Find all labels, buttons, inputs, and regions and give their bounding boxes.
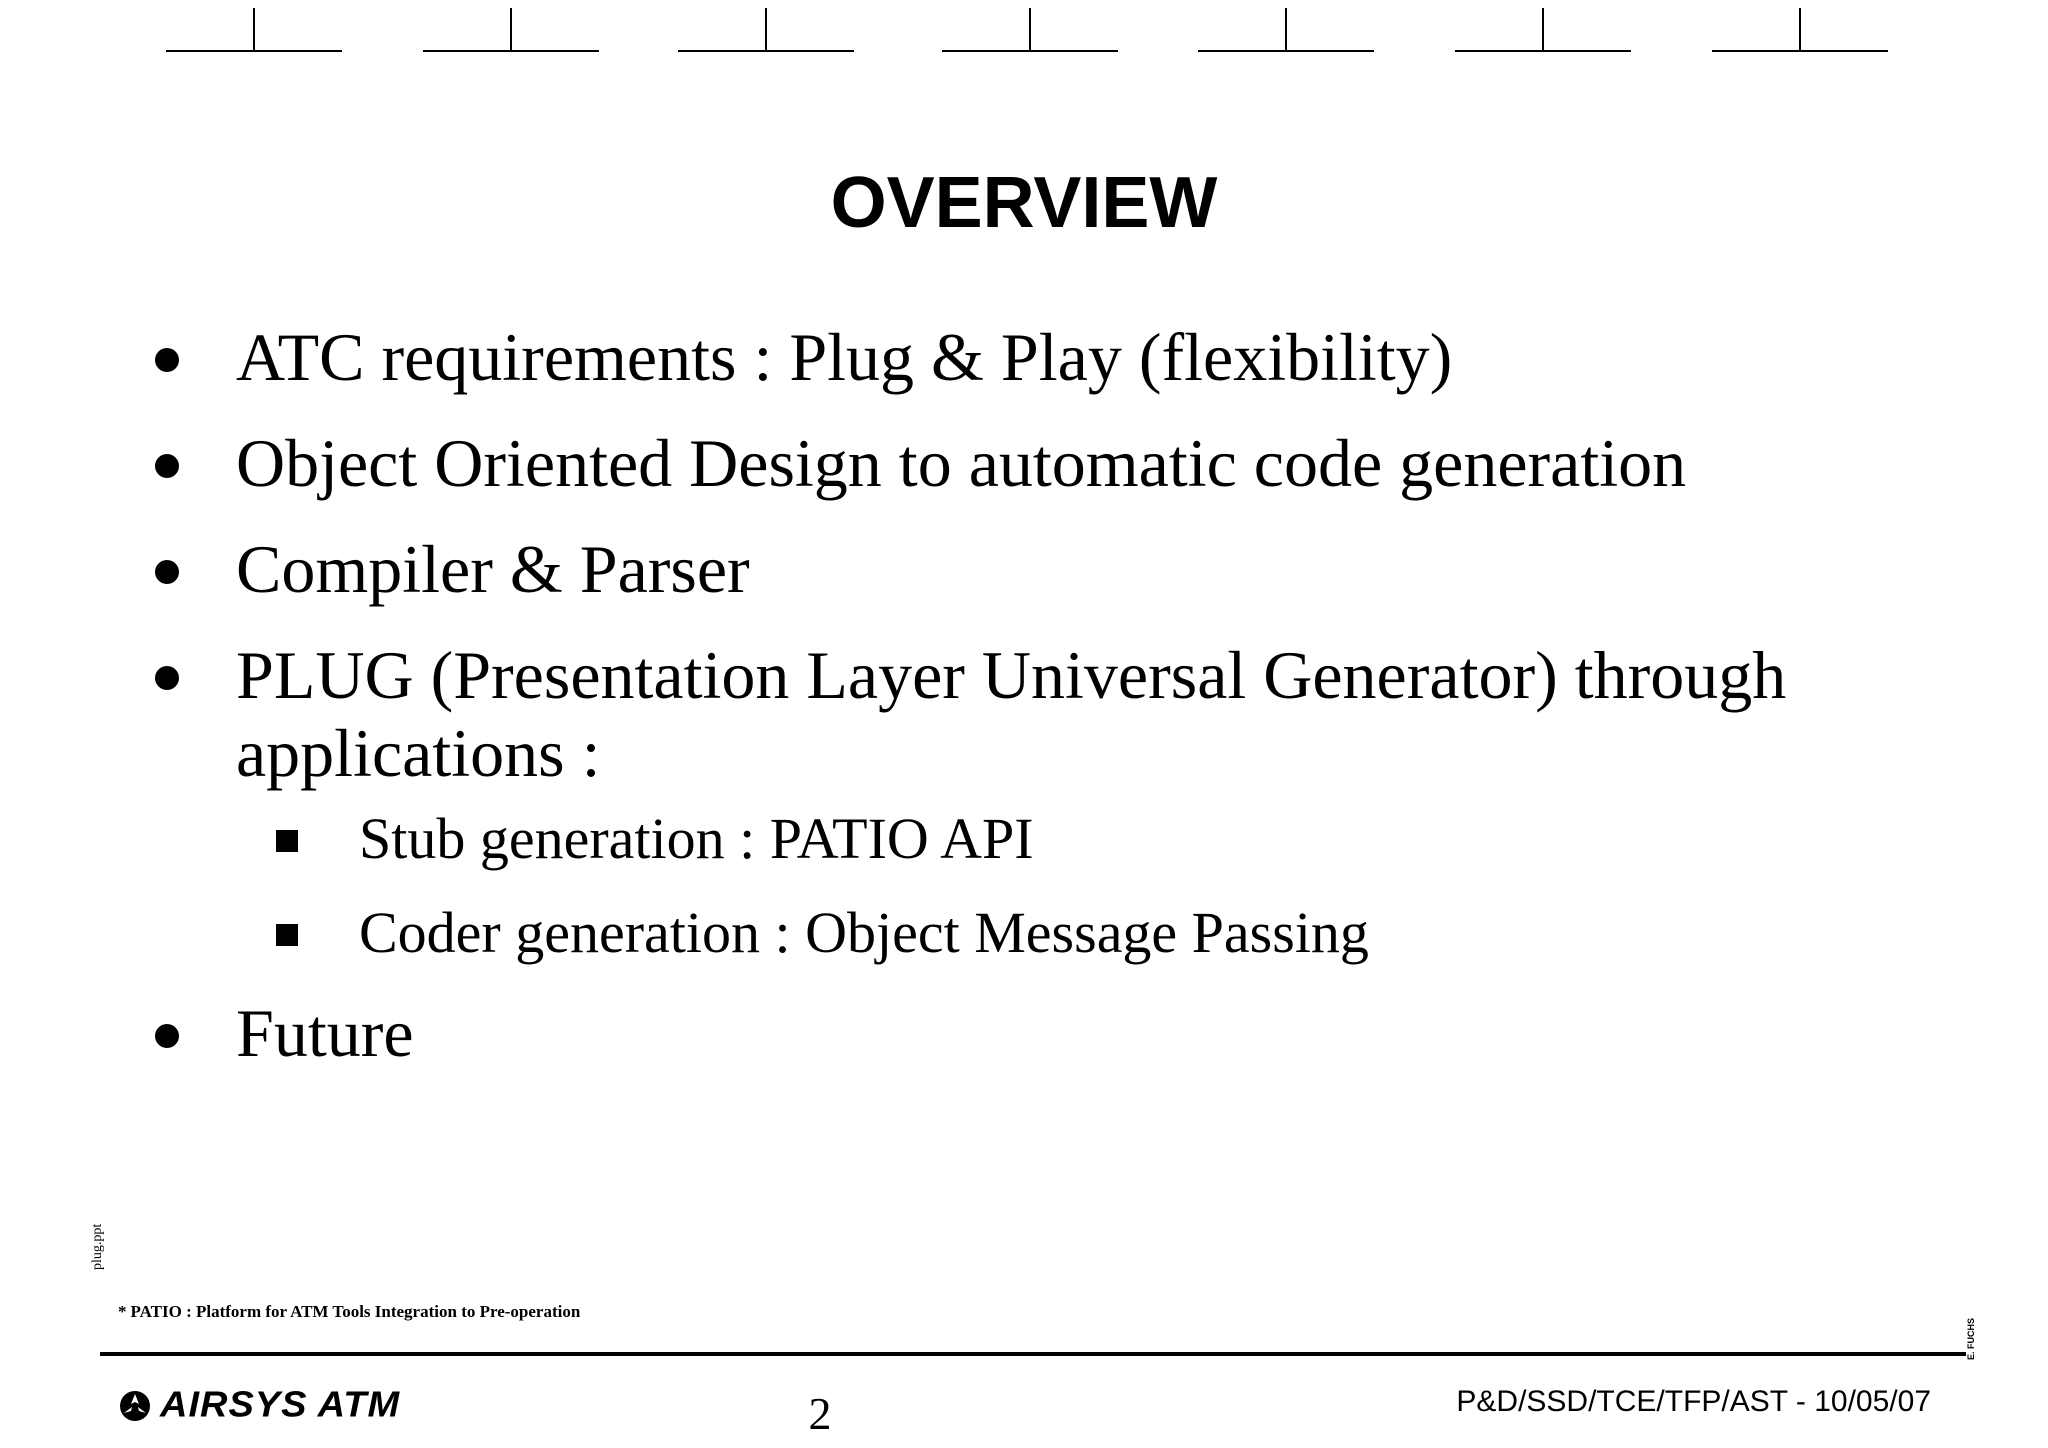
header-tick-marks xyxy=(0,8,2048,52)
bullet-text: ATC requirements : Plug & Play (flexibility) xyxy=(236,319,1453,395)
file-name: plug.ppt xyxy=(90,1223,105,1270)
square-bullet-icon xyxy=(276,924,298,946)
bullet-dot-icon xyxy=(155,560,179,584)
bullet-dot-icon xyxy=(155,1024,179,1048)
footer-divider xyxy=(100,1352,1966,1356)
document-reference: P&D/SSD/TCE/TFP/AST - 10/05/07 xyxy=(1456,1385,1931,1418)
footnote xyxy=(118,1302,580,1322)
tick-mark xyxy=(1712,8,1888,52)
bullet-dot-icon xyxy=(155,666,179,690)
tick-mark xyxy=(1198,8,1374,52)
sub-bullet-text: Stub generation : PATIO API xyxy=(359,806,1034,871)
bullet-dot-icon xyxy=(155,454,179,478)
bullet-text: Compiler & Parser xyxy=(236,531,750,607)
tick-mark xyxy=(166,8,342,52)
tick-mark xyxy=(423,8,599,52)
page-number: 2 xyxy=(808,1388,832,1439)
bullet-list xyxy=(148,318,2008,1100)
slide-title: OVERVIEW xyxy=(830,163,1218,243)
company-logo xyxy=(118,1384,400,1427)
sub-bullet-list xyxy=(236,806,2008,966)
footnote-text: PATIO : Platform for ATM Tools Integration to Pre-operation xyxy=(130,1302,581,1321)
bullet-item xyxy=(148,530,2008,608)
bullet-text: Future xyxy=(236,995,414,1071)
tick-mark xyxy=(678,8,854,52)
bullet-dot-icon xyxy=(155,348,179,372)
tick-mark xyxy=(1455,8,1631,52)
bullet-item xyxy=(148,636,2008,966)
sub-bullet-text: Coder generation : Object Message Passing xyxy=(359,900,1369,965)
airsys-logo-icon xyxy=(118,1389,152,1423)
bullet-text: PLUG (Presentation Layer Universal Generator) through applications : xyxy=(236,637,1787,791)
logo-text: AIRSYS ATM xyxy=(160,1385,401,1425)
bullet-item xyxy=(148,318,2008,396)
sub-bullet-item xyxy=(236,806,2008,872)
bullet-text: Object Oriented Design to automatic code generation xyxy=(236,425,1687,501)
bullet-item xyxy=(148,994,2008,1072)
square-bullet-icon xyxy=(276,830,298,852)
author-name: E. FUCHS xyxy=(1966,1317,1976,1360)
bullet-item xyxy=(148,424,2008,502)
tick-mark xyxy=(942,8,1118,52)
footnote-marker: * xyxy=(118,1302,127,1321)
sub-bullet-item xyxy=(236,900,2008,966)
